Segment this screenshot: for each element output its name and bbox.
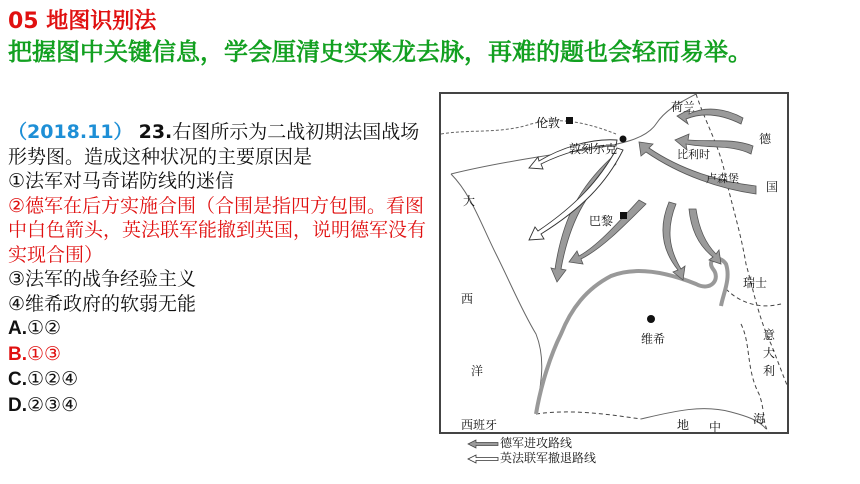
med-coast [641, 409, 766, 429]
label-netherlands: 荷兰 [671, 100, 696, 114]
channel-coast [451, 94, 696, 174]
france-war-map [439, 92, 789, 434]
label-spain: 西班牙 [461, 418, 498, 432]
section-subtitle: 把握图中关键信息，学会厘清史实来龙去脉，再难的题也会轻而易举。 [8, 38, 752, 66]
label-luxembourg: 卢森堡 [706, 172, 739, 185]
option-b[interactable]: B.①③ [8, 342, 62, 365]
britain-coast [441, 121, 616, 134]
legend-german-label: 德军进攻路线 [500, 436, 573, 450]
option-c[interactable]: C.①②④ [8, 368, 79, 390]
label-italy-2: 大 [763, 346, 776, 360]
question-block [8, 120, 428, 418]
label-dunkirk: 敦刻尔克 [569, 142, 618, 156]
label-paris: 巴黎 [589, 214, 614, 228]
label-med-3: 海 [753, 412, 766, 426]
question-number: 23. [138, 121, 173, 143]
label-atlantic-1: 大 [463, 194, 476, 208]
legend-german-row [466, 436, 596, 451]
dunkirk-marker [620, 136, 627, 143]
legend-allied-row [466, 451, 596, 466]
paris-marker [620, 212, 627, 219]
label-vichy: 维希 [641, 332, 666, 346]
legend-allied-arrow-icon [466, 454, 500, 464]
question-item-2: ②德军在后方实施合围（合围是指四方包围。看图中白色箭头，英法联军能撤到英国，说明德军没有实现合围） [8, 194, 427, 266]
question-item-3: ③法军的战争经验主义 [8, 268, 197, 290]
question-stem [8, 120, 428, 169]
label-italy-1: 意 [763, 328, 776, 342]
option-d[interactable]: D.②③④ [8, 393, 79, 416]
question-item-4: ④维希政府的软弱无能 [8, 292, 197, 315]
label-atlantic-3: 洋 [471, 364, 484, 378]
label-belgium: 比利时 [677, 148, 710, 161]
legend-german-arrow-icon [466, 439, 500, 449]
attack-arrow-4 [663, 202, 685, 280]
label-italy-3: 利 [763, 364, 776, 378]
demarcation-line [536, 259, 728, 414]
label-med-1: 地 [677, 418, 690, 432]
attack-arrow-5 [689, 209, 721, 264]
label-med-2: 中 [709, 420, 722, 434]
map-legend [466, 436, 596, 466]
label-london: 伦敦 [536, 116, 561, 130]
question-item-1: ①法军对马奇诺防线的迷信 [8, 170, 235, 192]
section-title: 05 地图识别法 [8, 9, 157, 34]
spain-border [536, 412, 641, 419]
legend-allied-label: 英法联军撤退路线 [500, 451, 597, 465]
label-germany-2: 国 [766, 180, 779, 194]
option-a[interactable]: A.①② [8, 317, 62, 339]
label-switzerland: 瑞士 [743, 276, 768, 290]
question-text: 右图所示为二战初期法国战场形势图。造成这种状况的主要原因是 [8, 121, 420, 168]
german-border [696, 94, 789, 394]
question-year: （2018.11） [8, 121, 133, 143]
label-germany-1: 德 [759, 132, 772, 146]
london-marker [566, 117, 573, 124]
label-atlantic-2: 西 [461, 292, 474, 306]
vichy-marker [647, 315, 655, 323]
